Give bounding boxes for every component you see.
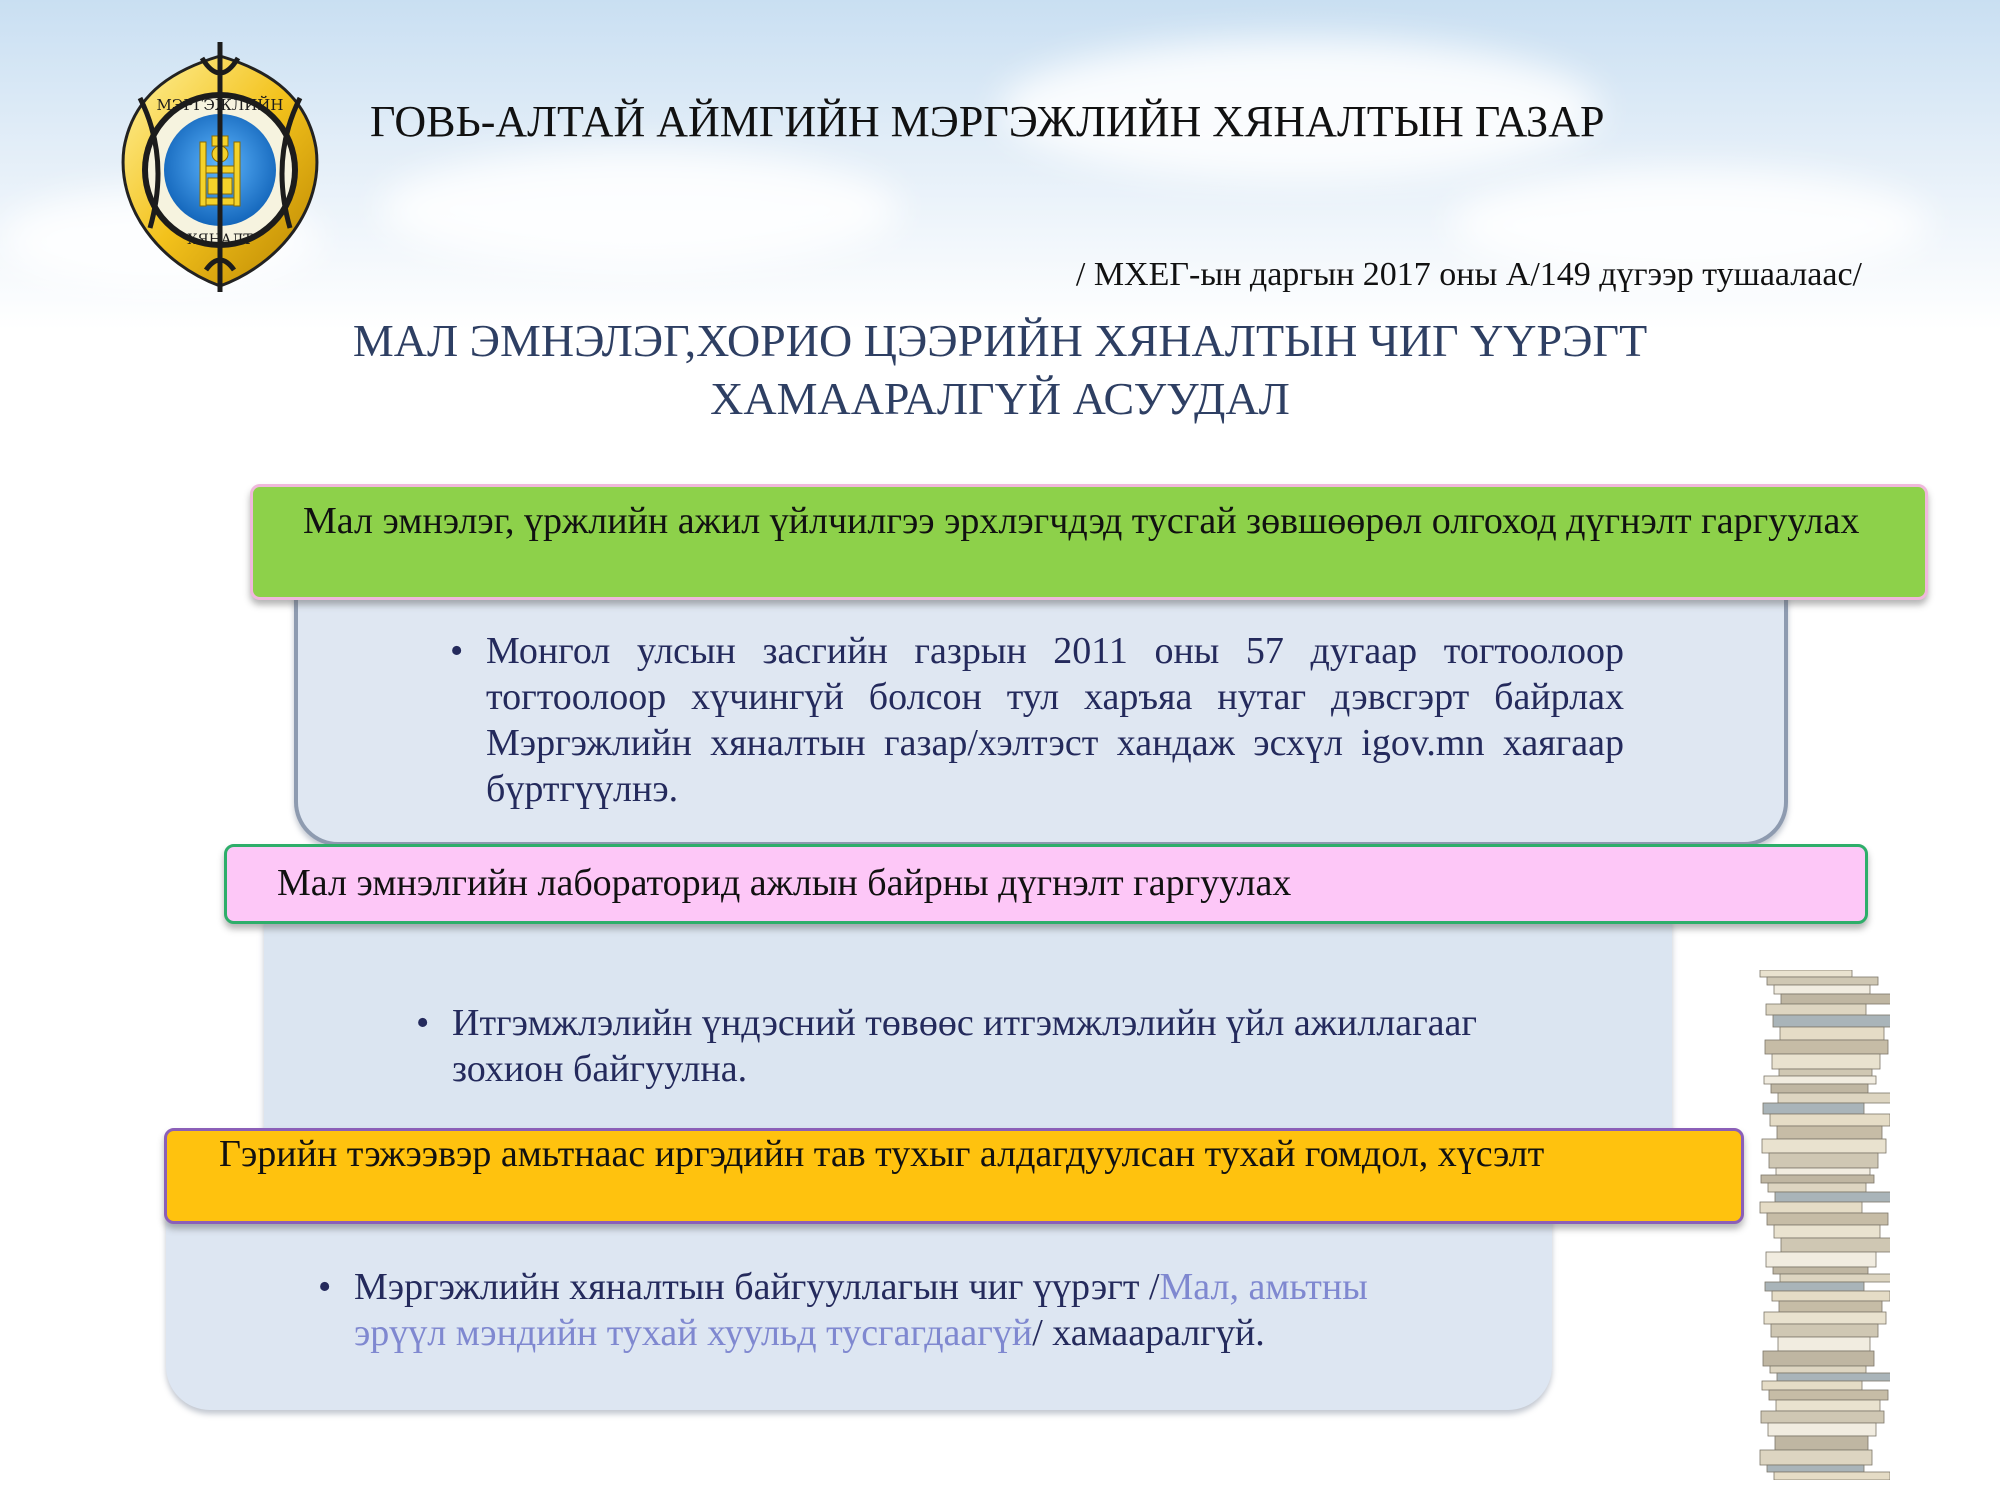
bullet-dot: • bbox=[416, 1002, 430, 1044]
book-spine bbox=[1767, 977, 1878, 985]
book-spine bbox=[1779, 1301, 1882, 1312]
book-spine bbox=[1776, 1400, 1880, 1411]
section-1-heading-bar bbox=[250, 484, 1928, 600]
book-spine bbox=[1769, 1390, 1888, 1400]
book-spine bbox=[1763, 1103, 1864, 1114]
section-1-bullet-text: Монгол улсын засгийн газрын 2011 оны 57 дугаар тогтоолоор тогтоолоор хүчингүй болсон тул харъяа нутаг дэвсгэрт байрлах Мэргэжлийн хяналтын газар/хэлтэст хандаж эсхүл igov.mn хаягаар бүртгүүлнэ. bbox=[486, 630, 1624, 810]
bullet-dot: • bbox=[318, 1266, 332, 1308]
slide-title-line2: ХАМААРАЛГҮЙ АСУУДАЛ bbox=[710, 373, 1290, 424]
cloud bbox=[380, 150, 900, 270]
book-spine bbox=[1765, 1040, 1888, 1054]
section-3-bullet bbox=[318, 1264, 1404, 1356]
book-spine bbox=[1766, 1004, 1866, 1015]
book-spine bbox=[1772, 1291, 1890, 1301]
book-spine bbox=[1771, 1084, 1868, 1093]
book-spine bbox=[1778, 1093, 1890, 1103]
section-1-bullet bbox=[450, 628, 1624, 812]
book-spine bbox=[1765, 1282, 1864, 1291]
section-1-heading: Мал эмнэлэг, үржлийн ажил үйлчилгээ эрхлэгчдэд тусгай зөвшөөрөл олгоход дүгнэлт гаргуулах bbox=[303, 500, 1860, 542]
book-spine bbox=[1767, 1465, 1864, 1472]
book-spine bbox=[1760, 1202, 1862, 1213]
book-spine bbox=[1776, 1168, 1870, 1175]
stacked-books-icon bbox=[1752, 970, 1890, 1480]
slide-title bbox=[180, 312, 1820, 428]
section-3-bullet-text-end: / хамааралгүй. bbox=[1032, 1312, 1265, 1354]
book-spine bbox=[1760, 970, 1852, 977]
book-spine bbox=[1775, 1436, 1868, 1450]
book-spine bbox=[1770, 1366, 1866, 1373]
book-spine bbox=[1777, 1373, 1890, 1381]
book-spine bbox=[1768, 1183, 1866, 1192]
book-spine bbox=[1767, 1213, 1888, 1225]
book-spine bbox=[1773, 1267, 1868, 1274]
book-spine bbox=[1761, 1411, 1884, 1423]
book-spine bbox=[1764, 1076, 1876, 1084]
book-spine bbox=[1761, 1175, 1874, 1183]
book-spine bbox=[1760, 1450, 1872, 1465]
book-spine bbox=[1764, 1312, 1886, 1324]
book-spine bbox=[1772, 1054, 1880, 1069]
book-spine bbox=[1769, 1153, 1878, 1168]
emblem-bottom-text: ХЯНАЛТ bbox=[187, 232, 253, 248]
section-2-heading-bar bbox=[224, 844, 1868, 924]
bullet-dot: • bbox=[450, 630, 464, 672]
source-note: / МХЕГ-ын даргын 2017 оны А/149 дүгээр тушаалаас/ bbox=[1075, 256, 1862, 293]
emblem-ribbon-text: МЭРГЭЖЛИЙН bbox=[156, 96, 284, 114]
book-spine bbox=[1777, 1126, 1882, 1139]
slide-title-line1: МАЛ ЭМНЭЛЭГ,ХОРИО ЦЭЭРИЙН ХЯНАЛТЫН ЧИГ ҮҮРЭГТ bbox=[352, 315, 1648, 366]
book-spine bbox=[1780, 1027, 1884, 1040]
book-spine bbox=[1774, 1225, 1880, 1238]
section-2-bullet-text: Итгэмжлэлийн үндэсний төвөөс итгэмжлэлийн үйл ажиллагааг зохион байгуулна. bbox=[452, 1002, 1477, 1090]
book-spine bbox=[1763, 1351, 1874, 1366]
section-3-bullet-text: Мэргэжлийн хяналтын байгууллагын чиг үүрэгт / bbox=[354, 1266, 1160, 1308]
book-spine bbox=[1774, 1472, 1890, 1480]
book-spine bbox=[1781, 1238, 1890, 1252]
book-spine bbox=[1780, 1274, 1890, 1282]
book-spine bbox=[1773, 1015, 1890, 1027]
book-spine bbox=[1762, 1139, 1886, 1153]
section-3-heading-bar bbox=[164, 1128, 1744, 1224]
book-spine bbox=[1766, 1252, 1876, 1267]
book-spine bbox=[1770, 1114, 1890, 1126]
book-spine bbox=[1779, 1069, 1872, 1076]
book-spine bbox=[1771, 1324, 1878, 1337]
book-spine bbox=[1775, 1192, 1890, 1202]
section-2-heading: Мал эмнэлгийн лабораторид ажлын байрны дүгнэлт гаргуулах bbox=[277, 862, 1292, 904]
section-2-bullet bbox=[416, 1000, 1492, 1092]
book-spine bbox=[1778, 1337, 1870, 1351]
book-spine bbox=[1762, 1381, 1862, 1390]
book-spine bbox=[1774, 985, 1870, 994]
book-spine bbox=[1781, 994, 1890, 1004]
section-3-bullet-highlight: Мал, амьтны эрүүл мэндийн тухай хуульд тусгагдаагүй bbox=[354, 1266, 1368, 1354]
inspection-agency-emblem-icon bbox=[110, 38, 330, 300]
book-spine bbox=[1768, 1423, 1876, 1436]
section-3-heading: Гэрийн тэжээвэр амьтнаас иргэдийн тав тухыг алдагдуулсан тухай гомдол, хүсэлт bbox=[219, 1133, 1545, 1175]
organization-name: ГОВЬ-АЛТАЙ АЙМГИЙН МЭРГЭЖЛИЙН ХЯНАЛТЫН ГАЗАР bbox=[370, 97, 1605, 146]
